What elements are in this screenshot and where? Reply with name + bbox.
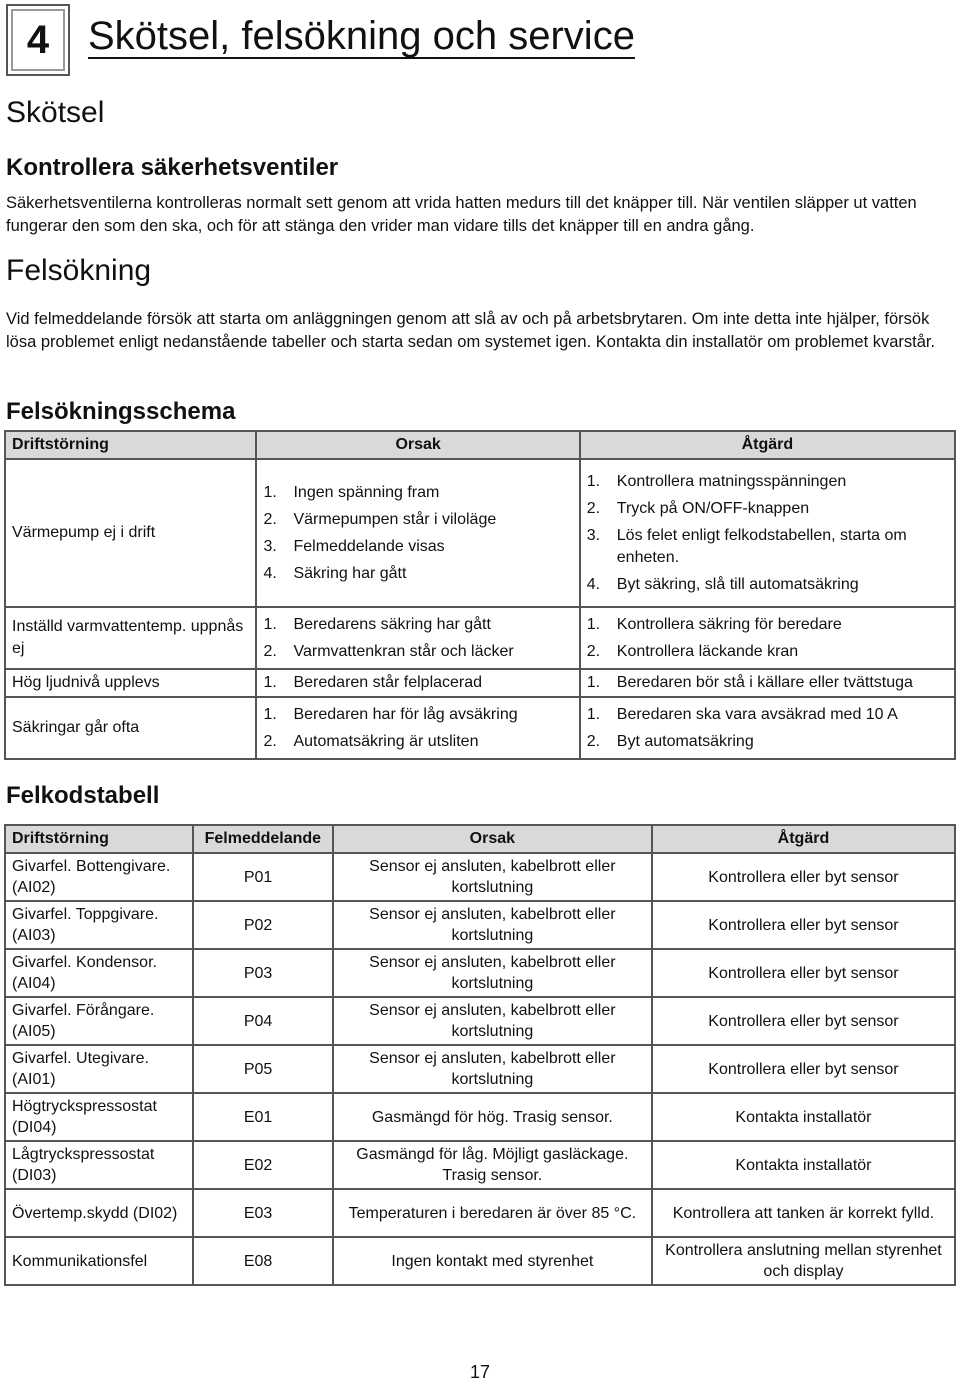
- cause-cell: Gasmängd för hög. Trasig sensor.: [333, 1093, 652, 1141]
- problem-cell: Kommunikationsfel: [5, 1237, 193, 1285]
- table-header-row: [5, 825, 955, 853]
- felsokningsschema-heading: Felsökningsschema: [6, 398, 236, 425]
- col-header-message: Felmeddelande: [193, 825, 333, 853]
- problem-cell: Givarfel. Kondensor. (AI04): [5, 949, 193, 997]
- list-item: 2. Automatsäkring är utsliten: [263, 732, 479, 750]
- code-cell: E03: [193, 1189, 333, 1237]
- list-item: 2. Varmvattenkran står och läcker: [263, 642, 514, 660]
- table-row: [5, 901, 955, 949]
- col-header-problem: Driftstörning: [5, 431, 256, 459]
- cause-cell: Gasmängd för låg. Möjligt gasläckage. Trasig sensor.: [333, 1141, 652, 1189]
- safety-valves-text: Säkerhetsventilerna kontrolleras normalt sett genom att vrida hatten medurs till det knäpper till. När ventilen släpper ut vatten fungerar den som den ska, och för att stänga den vrider man vidare tills det knäpper till en andra gång.: [6, 194, 917, 235]
- problem-cell: Övertemp.skydd (DI02): [5, 1189, 193, 1237]
- problem-cell: Högtryckspressostat (DI04): [5, 1093, 193, 1141]
- list-item: 4. Säkring har gått: [263, 564, 407, 582]
- problem-cell: Hög ljudnivå upplevs: [5, 669, 256, 697]
- action-cell: [580, 607, 955, 669]
- chapter-number: 4: [26, 17, 50, 62]
- safety-valves-heading: Kontrollera säkerhetsventiler: [6, 154, 339, 181]
- code-cell: P02: [193, 901, 333, 949]
- table-row: [5, 669, 955, 697]
- table-row: [5, 1093, 955, 1141]
- table-row: [5, 1237, 955, 1285]
- list-item: 3. Lös felet enligt felkodstabellen, starta om enheten.: [586, 526, 907, 566]
- action-cell: Kontakta installatör: [652, 1093, 955, 1141]
- col-header-problem: Driftstörning: [5, 825, 193, 853]
- list-item: 2. Värmepumpen står i viloläge: [263, 510, 497, 528]
- problem-cell: Säkringar går ofta: [5, 697, 256, 759]
- table-row: [5, 697, 955, 759]
- list-item: 2. Byt automatsäkring: [586, 732, 754, 750]
- list-item: 1. Kontrollera säkring för beredare: [586, 615, 842, 633]
- problem-cell: Givarfel. Utegivare. (AI01): [5, 1045, 193, 1093]
- table-row: [5, 607, 955, 669]
- action-cell: [580, 669, 955, 697]
- table-row: [5, 1045, 955, 1093]
- table-row: [5, 1189, 955, 1237]
- cause-cell: [256, 697, 579, 759]
- list-item: 1. Beredaren står felplacerad: [263, 674, 483, 691]
- list-item: 1. Beredaren ska vara avsäkrad med 10 A: [586, 705, 898, 723]
- code-cell: E02: [193, 1141, 333, 1189]
- problem-cell: Givarfel. Förångare. (AI05): [5, 997, 193, 1045]
- cause-cell: Sensor ej ansluten, kabelbrott eller kortslutning: [333, 901, 652, 949]
- table-row: [5, 997, 955, 1045]
- col-header-cause: Orsak: [256, 431, 579, 459]
- table-row: [5, 1141, 955, 1189]
- list-item: 1. Beredarens säkring har gått: [263, 615, 491, 633]
- action-cell: Kontrollera att tanken är korrekt fylld.: [652, 1189, 955, 1237]
- col-header-action: Åtgärd: [580, 431, 955, 459]
- code-cell: E08: [193, 1237, 333, 1285]
- list-item: 2. Kontrollera läckande kran: [586, 642, 799, 660]
- cause-cell: Sensor ej ansluten, kabelbrott eller kortslutning: [333, 853, 652, 901]
- troubleshooting-table: [4, 430, 956, 760]
- code-cell: P05: [193, 1045, 333, 1093]
- code-cell: P01: [193, 853, 333, 901]
- table-header-row: [5, 431, 955, 459]
- list-item: 3. Felmeddelande visas: [263, 537, 445, 555]
- action-cell: Kontrollera eller byt sensor: [652, 997, 955, 1045]
- felsokning-heading: Felsökning: [6, 254, 152, 287]
- action-cell: Kontrollera anslutning mellan styrenhet och display: [652, 1237, 955, 1285]
- problem-cell: Givarfel. Toppgivare. (AI03): [5, 901, 193, 949]
- cause-cell: [256, 607, 579, 669]
- cause-cell: [256, 459, 579, 607]
- table-row: [5, 853, 955, 901]
- code-cell: P03: [193, 949, 333, 997]
- felkodstabell-heading: Felkodstabell: [6, 782, 160, 809]
- action-cell: Kontrollera eller byt sensor: [652, 901, 955, 949]
- problem-cell: Lågtryckspressostat (DI03): [5, 1141, 193, 1189]
- col-header-cause: Orsak: [333, 825, 652, 853]
- action-cell: Kontrollera eller byt sensor: [652, 1045, 955, 1093]
- skotsel-heading: Skötsel: [6, 96, 105, 129]
- chapter-number-box: [6, 4, 70, 76]
- chapter-title: Skötsel, felsökning och service: [88, 14, 635, 58]
- code-cell: E01: [193, 1093, 333, 1141]
- list-item: 4. Byt säkring, slå till automatsäkring: [586, 575, 859, 593]
- table-row: [5, 949, 955, 997]
- cause-cell: Temperaturen i beredaren är över 85 °C.: [333, 1189, 652, 1237]
- problem-cell: Inställd varmvattentemp. uppnås ej: [5, 607, 256, 669]
- cause-cell: Sensor ej ansluten, kabelbrott eller kortslutning: [333, 949, 652, 997]
- action-cell: [580, 459, 955, 607]
- cause-cell: Sensor ej ansluten, kabelbrott eller kortslutning: [333, 1045, 652, 1093]
- code-cell: P04: [193, 997, 333, 1045]
- problem-cell: Värmepump ej i drift: [5, 459, 256, 607]
- list-item: 1. Beredaren har för låg avsäkring: [263, 705, 518, 723]
- cause-cell: Sensor ej ansluten, kabelbrott eller kortslutning: [333, 997, 652, 1045]
- action-cell: Kontrollera eller byt sensor: [652, 853, 955, 901]
- cause-cell: Ingen kontakt med styrenhet: [333, 1237, 652, 1285]
- list-item: 1. Beredaren bör stå i källare eller tvättstuga: [586, 674, 913, 691]
- table-row: [5, 459, 955, 607]
- felsokning-text: Vid felmeddelande försök att starta om anläggningen genom att slå av och på arbetsbrytaren. Om inte detta inte hjälper, försök lösa problemet enligt nedanstående tabeller och starta sedan om systemet igen. Kontakta din installatör om problemet kvarstår.: [6, 310, 936, 351]
- action-cell: Kontrollera eller byt sensor: [652, 949, 955, 997]
- action-cell: Kontakta installatör: [652, 1141, 955, 1189]
- col-header-action: Åtgärd: [652, 825, 955, 853]
- action-cell: [580, 697, 955, 759]
- page-number: 17: [469, 1362, 491, 1382]
- list-item: 1. Kontrollera matningsspänningen: [586, 472, 847, 490]
- error-code-table: [4, 824, 956, 1286]
- list-item: 1. Ingen spänning fram: [263, 483, 440, 501]
- problem-cell: Givarfel. Bottengivare. (AI02): [5, 853, 193, 901]
- list-item: 2. Tryck på ON/OFF-knappen: [586, 499, 810, 517]
- cause-cell: [256, 669, 579, 697]
